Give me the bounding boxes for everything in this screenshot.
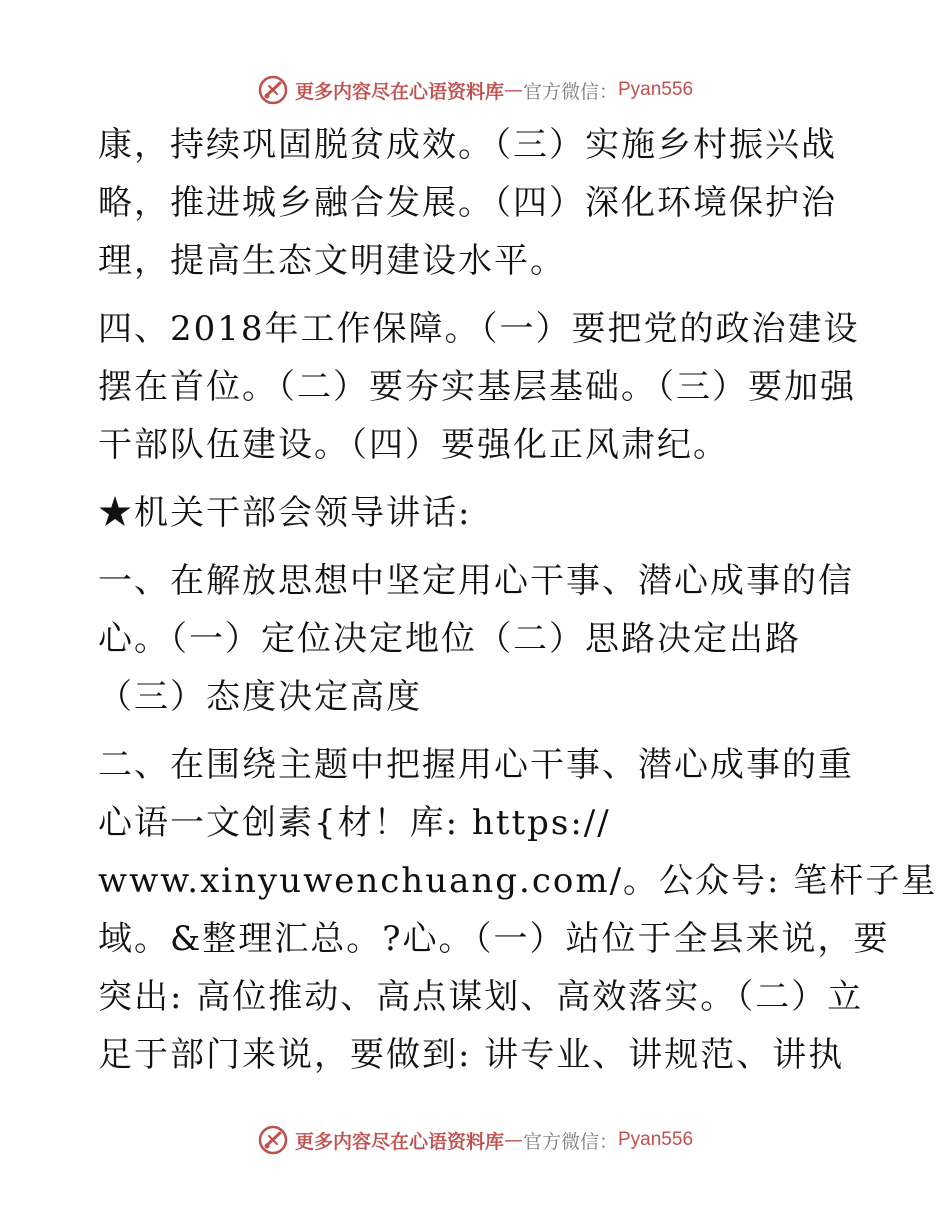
header-brand: 更多内容尽在心语资料库 bbox=[294, 80, 504, 103]
text-line: ★机关干部会领导讲话: bbox=[98, 493, 472, 533]
paragraph-4 bbox=[98, 552, 858, 726]
footer-label: 官方微信： bbox=[522, 1130, 618, 1153]
text-line: 足于部门来说，要做到: 讲专业、讲规范、讲执 bbox=[98, 1035, 845, 1075]
paragraph-3 bbox=[98, 484, 858, 542]
text-line: 摆在首位。（二）要夯实基层基础。（三）要加强 bbox=[98, 367, 856, 407]
text-line: 突出: 高位推动、高点谋划、高效落实。（二）立 bbox=[98, 977, 864, 1017]
footer-banner bbox=[0, 1118, 950, 1162]
footer-brand: 更多内容尽在心语资料库 bbox=[294, 1130, 504, 1153]
text-line: www.xinyuwenchuang.com/。公众号: 笔杆子星 bbox=[98, 861, 938, 901]
body-text bbox=[98, 116, 938, 1094]
header-label: 官方微信： bbox=[522, 80, 618, 103]
footer-dash: — bbox=[503, 1129, 523, 1151]
text-line: 干部队伍建设。（四）要强化正风肃纪。 bbox=[98, 425, 729, 465]
header-wechat-id: Pyan556 bbox=[618, 79, 694, 100]
header-dash: — bbox=[503, 79, 523, 101]
paragraph-1 bbox=[98, 116, 858, 290]
text-line: 四、2018年工作保障。（一）要把党的政治建设 bbox=[98, 309, 860, 349]
footer-wechat-id: Pyan556 bbox=[618, 1129, 694, 1150]
text-line: （三）态度决定高度 bbox=[98, 677, 422, 717]
text-line: 心语一文创素{材！库: https:// bbox=[98, 803, 611, 843]
text-line: 略，推进城乡融合发展。（四）深化环境保护治 bbox=[98, 183, 837, 223]
text-line: 一、在解放思想中坚定用心干事、潜心成事的信 bbox=[98, 561, 854, 601]
text-line: 康，持续巩固脱贫成效。（三）实施乡村振兴战 bbox=[98, 125, 837, 165]
xinyu-logo-icon bbox=[257, 74, 289, 106]
header-banner bbox=[0, 68, 950, 112]
xinyu-logo-icon bbox=[257, 1124, 289, 1156]
text-line: 心。（一）定位决定地位（二）思路决定出路 bbox=[98, 619, 801, 659]
text-line: 理，提高生态文明建设水平。 bbox=[98, 241, 566, 281]
text-line: 二、在围绕主题中把握用心干事、潜心成事的重 bbox=[98, 745, 854, 785]
text-line: 域。&整理汇总。?心。（一）站位于全县来说，要 bbox=[98, 919, 890, 959]
paragraph-2 bbox=[98, 300, 858, 474]
paragraph-5 bbox=[98, 736, 938, 1084]
